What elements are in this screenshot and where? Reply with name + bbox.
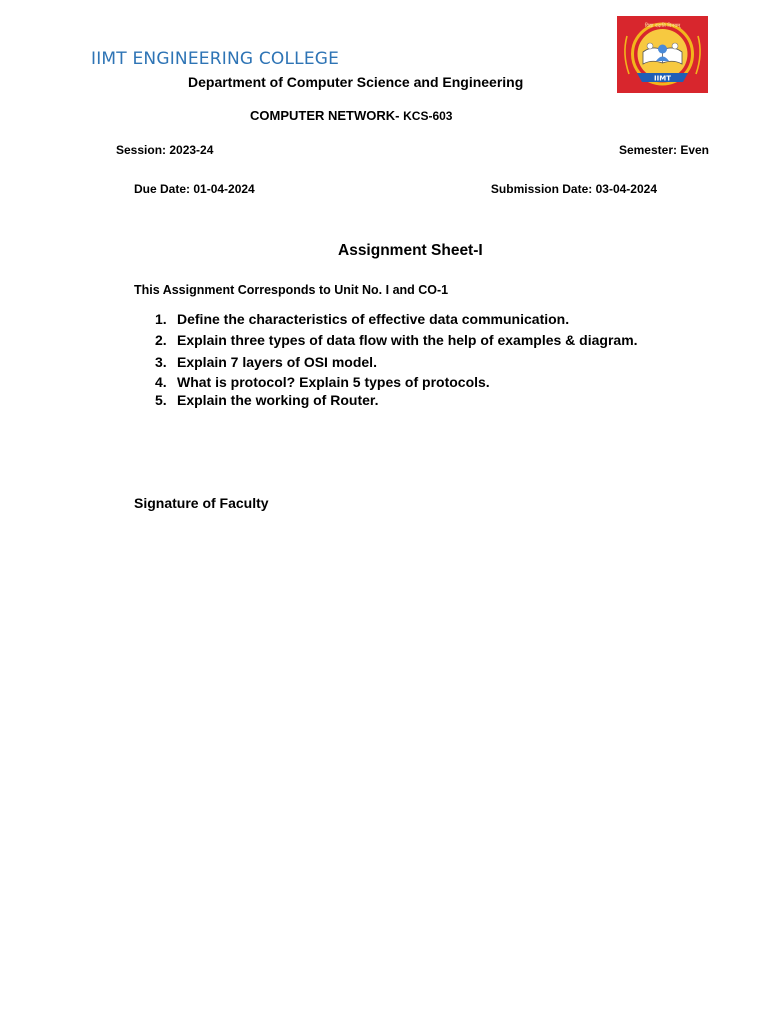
question-number: 1. [155,311,167,327]
unit-correspondence: This Assignment Corresponds to Unit No. I and CO-1 [134,283,449,297]
course-title [250,108,452,123]
question-text: Explain three types of data flow with the help of examples & diagram. [177,332,638,348]
due-date: Due Date: 01-04-2024 [134,182,255,196]
college-emblem-icon [617,16,708,93]
question-text: Explain 7 layers of OSI model. [177,354,377,370]
session-label: Session: 2023-24 [116,143,214,157]
question-number: 4. [155,374,167,390]
college-logo [617,16,708,93]
course-name: COMPUTER NETWORK- [250,108,400,123]
college-name: IIMT ENGINEERING COLLEGE [91,49,340,69]
question-text: Define the characteristics of effective data communication. [177,311,570,327]
question-item [155,354,377,370]
department-name: Department of Computer Science and Engineering [188,74,524,90]
logo-label: IIMT [654,74,671,83]
course-code: KCS-603 [403,109,453,123]
logo-motto: विद्या ददाति विनयम् [644,23,681,29]
question-number: 2. [155,332,167,348]
question-text: Explain the working of Router. [177,392,379,408]
question-item [155,392,378,408]
semester-label: Semester: Even [618,143,709,157]
submission-date: Submission Date: 03-04-2024 [490,182,657,196]
question-item [155,374,490,390]
question-text: What is protocol? Explain 5 types of protocols. [177,374,490,390]
assignment-title: Assignment Sheet-I [338,242,483,259]
faculty-signature-label: Signature of Faculty [134,495,269,511]
question-number: 5. [155,392,167,408]
question-item [155,332,638,348]
question-number: 3. [155,354,167,370]
question-item [155,311,569,327]
